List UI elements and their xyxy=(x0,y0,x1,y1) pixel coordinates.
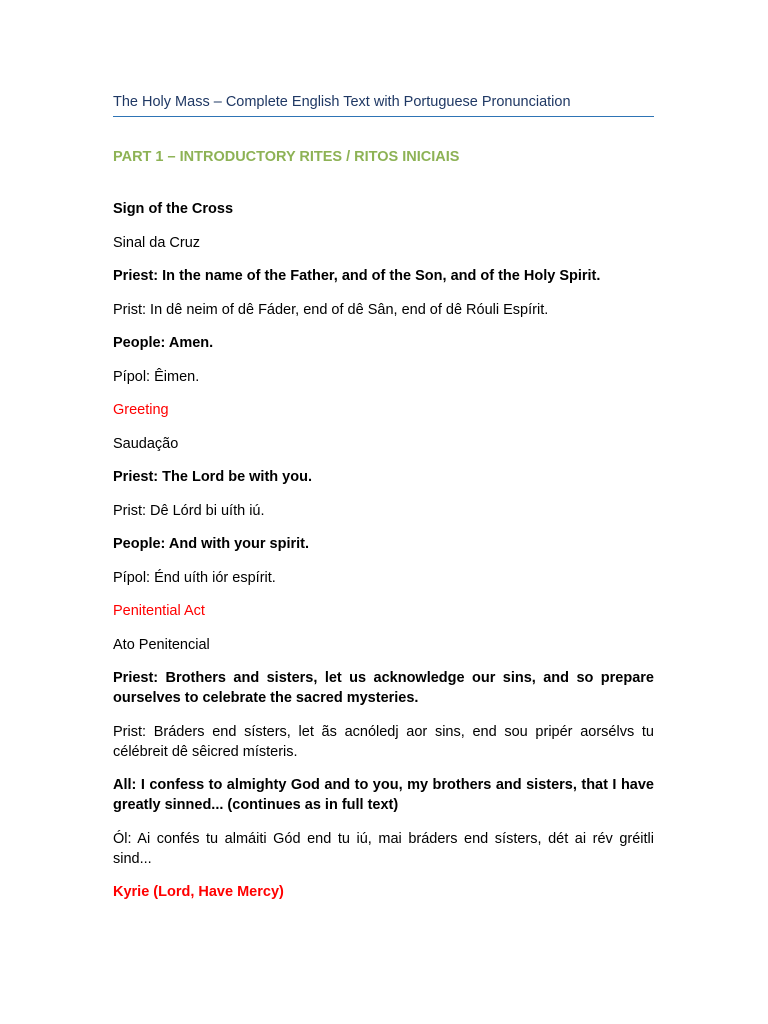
priest-pronunciation: Prist: In dê neim of dê Fáder, end of dê Sân, end of dê Róuli Espírit. xyxy=(113,301,549,318)
priest-pronunciation: Prist: Dê Lórd bi uíth iú. xyxy=(113,502,265,519)
people-pronunciation: Pípol: Êimen. xyxy=(113,368,200,385)
all-line: All: I confess to almighty God and to you, my brothers and sisters, that I have greatly sinned... (continues as in full text) xyxy=(113,777,654,813)
priest-line: Priest: Brothers and sisters, let us acknowledge our sins, and so prepare ourselves to celebrate the sacred mysteries. xyxy=(113,670,654,706)
document-body xyxy=(113,199,654,916)
section-heading-penitential-act: Penitential Act xyxy=(113,603,205,619)
priest-pronunciation: Prist: Bráders end sísters, let ãs acnóledj aor sins, end sou pripér aorsélvs tu célébreit dê sêicred místeris. xyxy=(113,723,654,760)
part-heading: PART 1 – INTRODUCTORY RITES / RITOS INICIAIS xyxy=(113,149,460,165)
people-line: People: Amen. xyxy=(113,335,214,351)
section-heading-kyrie: Kyrie (Lord, Have Mercy) xyxy=(113,884,284,900)
people-line: People: And with your spirit. xyxy=(113,536,310,552)
document-title: The Holy Mass – Complete English Text with Portuguese Pronunciation xyxy=(113,92,654,117)
section-translation: Ato Penitencial xyxy=(113,636,210,653)
section-translation: Saudação xyxy=(113,435,179,452)
priest-line: Priest: The Lord be with you. xyxy=(113,469,312,485)
priest-line: Priest: In the name of the Father, and of the Son, and of the Holy Spirit. xyxy=(113,268,601,284)
all-pronunciation: Ól: Ai confés tu almáiti Gód end tu iú, mai bráders end sísters, dét ai rév gréitli sind... xyxy=(113,830,654,867)
people-pronunciation: Pípol: Énd uíth iór espírit. xyxy=(113,569,276,586)
section-heading-greeting: Greeting xyxy=(113,402,169,418)
section-heading-sign-of-cross: Sign of the Cross xyxy=(113,201,234,217)
section-translation: Sinal da Cruz xyxy=(113,234,201,251)
